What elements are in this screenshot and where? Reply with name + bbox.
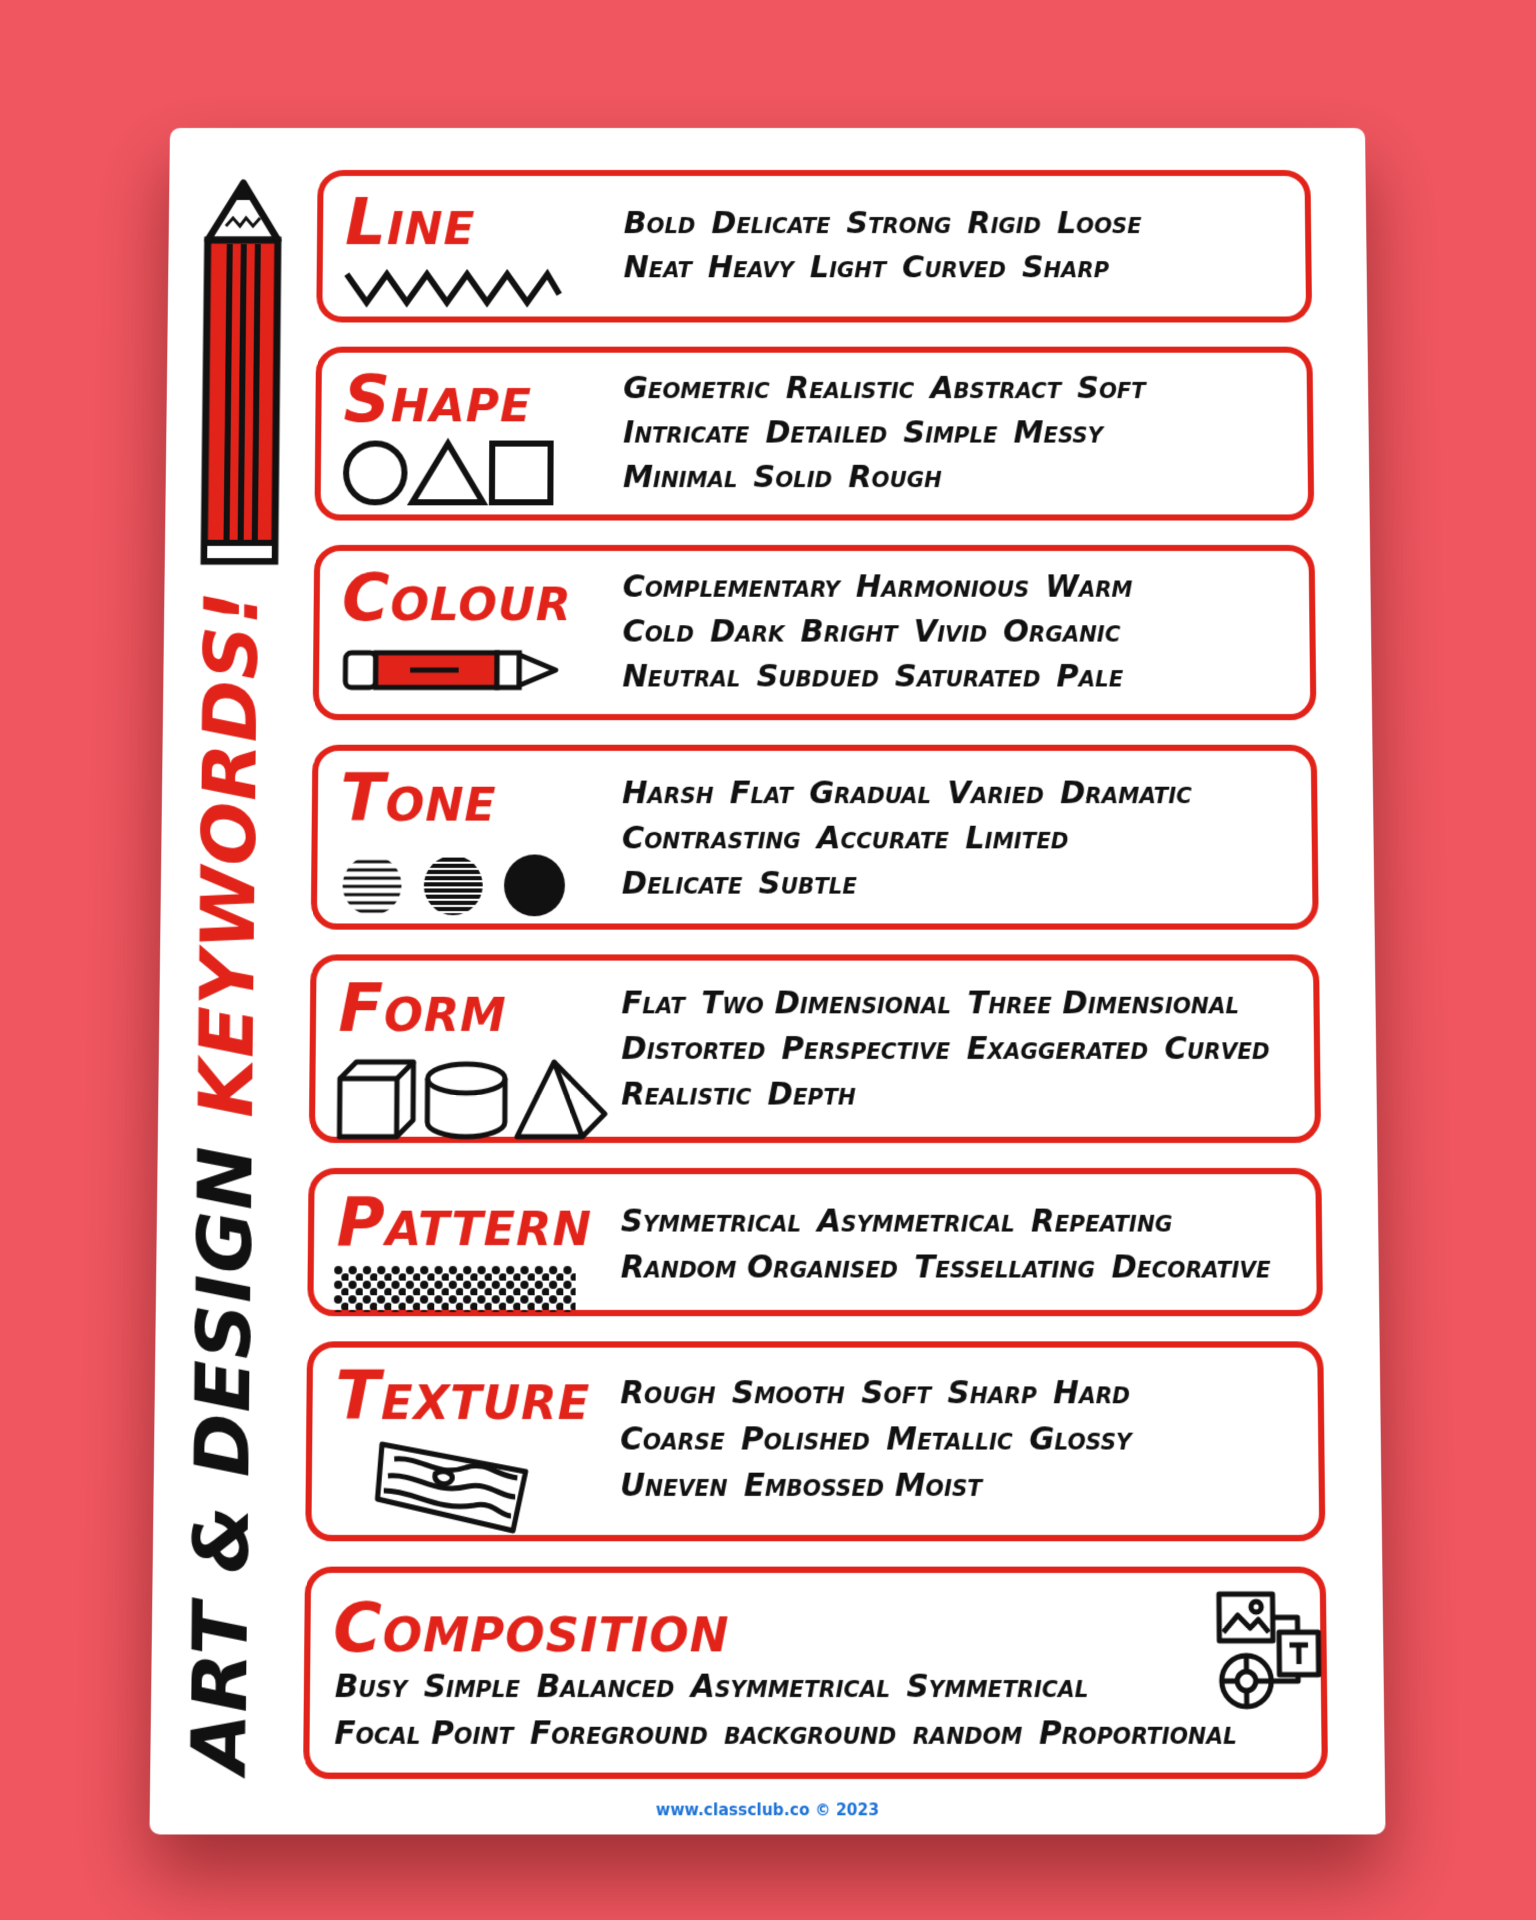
keyword: Soft	[1077, 370, 1146, 407]
crayon-icon	[339, 645, 562, 696]
keyword: Two Dimensional	[701, 985, 952, 1022]
keyword: Vivid	[913, 614, 988, 650]
keyword-list	[624, 202, 1288, 290]
keyword: Rigid	[967, 206, 1042, 242]
keyword: Perspective	[781, 1030, 951, 1068]
keyword: Warm	[1045, 569, 1133, 605]
keyword-row	[623, 367, 1289, 411]
keyword-row	[620, 1371, 1299, 1417]
keyword: Simple	[903, 415, 998, 451]
keyword: Smooth	[731, 1374, 845, 1412]
keyword-row	[624, 202, 1288, 246]
keyword-row	[620, 1463, 1300, 1509]
keyword: Tessellating	[914, 1249, 1096, 1286]
keyword: Delicate	[711, 206, 831, 242]
keyword: Distorted	[621, 1030, 766, 1068]
section-title: Form	[338, 970, 508, 1048]
keyword: Abstract	[930, 370, 1062, 407]
keyword: Realistic	[785, 370, 915, 407]
keyword-row	[620, 1417, 1300, 1463]
layout-composition-icon	[1215, 1590, 1323, 1715]
section-title: Composition	[332, 1589, 730, 1669]
keyword: Cold	[622, 614, 694, 650]
poster-title-part1: ART & DESIGN	[176, 1145, 271, 1774]
keyword: Decorative	[1111, 1249, 1271, 1286]
section-title: Line	[344, 185, 476, 261]
keyword-row	[624, 246, 1288, 290]
section-colour	[313, 545, 1317, 720]
keyword: Symmetrical	[906, 1668, 1089, 1706]
keyword: Three Dimensional	[967, 985, 1240, 1022]
keyword: Dark	[710, 614, 785, 650]
keyword: Bold	[623, 206, 696, 242]
keyword: Polished	[741, 1421, 870, 1458]
keyword: Flat	[729, 775, 794, 812]
keyword: Delicate	[621, 865, 743, 902]
keyword-row	[621, 981, 1295, 1027]
poster-title-part2: KEYWORDS!	[183, 589, 276, 1118]
section-line	[316, 170, 1312, 323]
keyword: Sharp	[1021, 250, 1110, 286]
section-title: Pattern	[336, 1184, 593, 1262]
keyword: Gradual	[809, 775, 932, 812]
keyword-row	[623, 456, 1290, 501]
keyword-row	[623, 565, 1291, 610]
keyword: Organic	[1003, 614, 1121, 650]
keyword: Subdued	[756, 658, 879, 695]
cube-cylinder-pyramid-icon	[335, 1056, 611, 1141]
keyword: Limited	[965, 820, 1069, 857]
poster-sidebar	[177, 178, 286, 1811]
keyword-row	[622, 655, 1292, 700]
keyword: Curved	[902, 250, 1006, 286]
keyword: Sharp	[947, 1374, 1037, 1412]
pencil-icon	[196, 178, 287, 576]
keyword: Random Organised	[620, 1249, 898, 1286]
section-title: Texture	[334, 1358, 591, 1436]
keyword: Symmetrical	[620, 1203, 802, 1240]
keyword-list	[621, 981, 1296, 1118]
keyword: Pale	[1056, 658, 1124, 695]
tone-circles-icon	[337, 851, 571, 919]
keyword-row	[622, 816, 1294, 861]
keyword: Simple	[423, 1668, 521, 1706]
section-tone	[311, 745, 1319, 930]
keyword-list	[622, 565, 1292, 700]
keyword-list	[623, 367, 1290, 500]
keyword: Busy	[334, 1668, 408, 1706]
keyword-row	[622, 610, 1291, 655]
keyword-row	[622, 862, 1294, 907]
keyword: Repeating	[1030, 1203, 1173, 1240]
keyword: Harmonious	[855, 569, 1030, 605]
wood-grain-icon	[373, 1436, 538, 1537]
footer-credit: www.classclub.co © 2023	[655, 1800, 880, 1820]
keyword: Uneven	[620, 1467, 728, 1505]
keyword-list	[620, 1371, 1300, 1510]
keyword: Minimal	[622, 459, 738, 496]
circle-triangle-square-icon	[341, 437, 563, 508]
keyword: Foreground	[529, 1715, 708, 1753]
keyword-row	[621, 1245, 1299, 1291]
keyword-row	[335, 1664, 1177, 1711]
keyword-list	[334, 1664, 1237, 1758]
dot-pattern-icon	[334, 1266, 580, 1312]
keyword-row	[621, 1027, 1296, 1073]
keyword-list	[622, 771, 1294, 907]
keyword: Bright	[800, 614, 898, 650]
section-pattern	[307, 1168, 1323, 1316]
keyword: Coarse	[620, 1421, 725, 1458]
keyword: Geometric	[623, 370, 770, 407]
keyword: Saturated	[894, 658, 1041, 695]
keyword: background	[724, 1715, 897, 1753]
keyword-row	[334, 1711, 1237, 1758]
keyword: Balanced	[536, 1668, 675, 1706]
keyword: Varied	[947, 775, 1044, 812]
keyword: Neat	[623, 250, 692, 286]
keyword: Asymmetrical	[817, 1203, 1015, 1240]
keyword: Focal Point	[334, 1715, 514, 1753]
keyword-poster	[149, 128, 1385, 1834]
keyword: Flat	[621, 985, 686, 1022]
keyword: Proportional	[1038, 1715, 1237, 1753]
poster-title	[174, 590, 279, 1774]
keyword: Metallic	[886, 1421, 1013, 1458]
section-title: Colour	[341, 561, 573, 637]
keyword: Solid	[753, 459, 833, 496]
section-form	[309, 954, 1321, 1143]
keyword: Rough	[848, 459, 942, 496]
section-shape	[314, 347, 1314, 521]
keyword-row	[623, 411, 1289, 455]
keyword: Accurate	[816, 820, 950, 857]
keyword: Messy	[1013, 415, 1104, 451]
keyword: Complementary	[622, 569, 840, 605]
keyword: Asymmetrical	[690, 1668, 891, 1706]
keyword: Neutral	[622, 658, 741, 695]
keyword-list	[621, 1199, 1299, 1291]
keyword: Realistic	[621, 1076, 752, 1113]
keyword: Soft	[861, 1374, 932, 1412]
keyword-row	[621, 1072, 1296, 1118]
section-composition	[303, 1567, 1328, 1779]
keyword: Subtle	[758, 865, 857, 902]
keyword-row	[622, 771, 1293, 816]
section-title: Tone	[339, 761, 497, 838]
zigzag-line-icon	[342, 268, 563, 308]
keyword: Intricate	[623, 415, 750, 451]
keyword: Curved	[1164, 1030, 1270, 1068]
keyword: Exaggerated	[966, 1030, 1149, 1068]
keyword: Rough	[620, 1374, 716, 1412]
keyword-row	[621, 1199, 1298, 1245]
keyword: Dramatic	[1059, 775, 1192, 812]
keyword: Hard	[1053, 1374, 1131, 1412]
keyword: Depth	[767, 1076, 856, 1113]
keyword: Detailed	[765, 415, 888, 451]
keyword: Glossy	[1029, 1421, 1132, 1458]
section-texture	[305, 1341, 1325, 1541]
keyword: Strong	[846, 206, 952, 242]
keyword: Harsh	[622, 775, 714, 812]
section-title: Shape	[343, 362, 533, 438]
keyword: Embossed Moist	[743, 1467, 983, 1505]
keyword: Contrasting	[621, 820, 801, 857]
keyword: Loose	[1056, 206, 1142, 242]
keyword: Heavy	[707, 250, 794, 286]
keyword: Light	[809, 250, 887, 286]
keyword: random	[912, 1715, 1023, 1753]
